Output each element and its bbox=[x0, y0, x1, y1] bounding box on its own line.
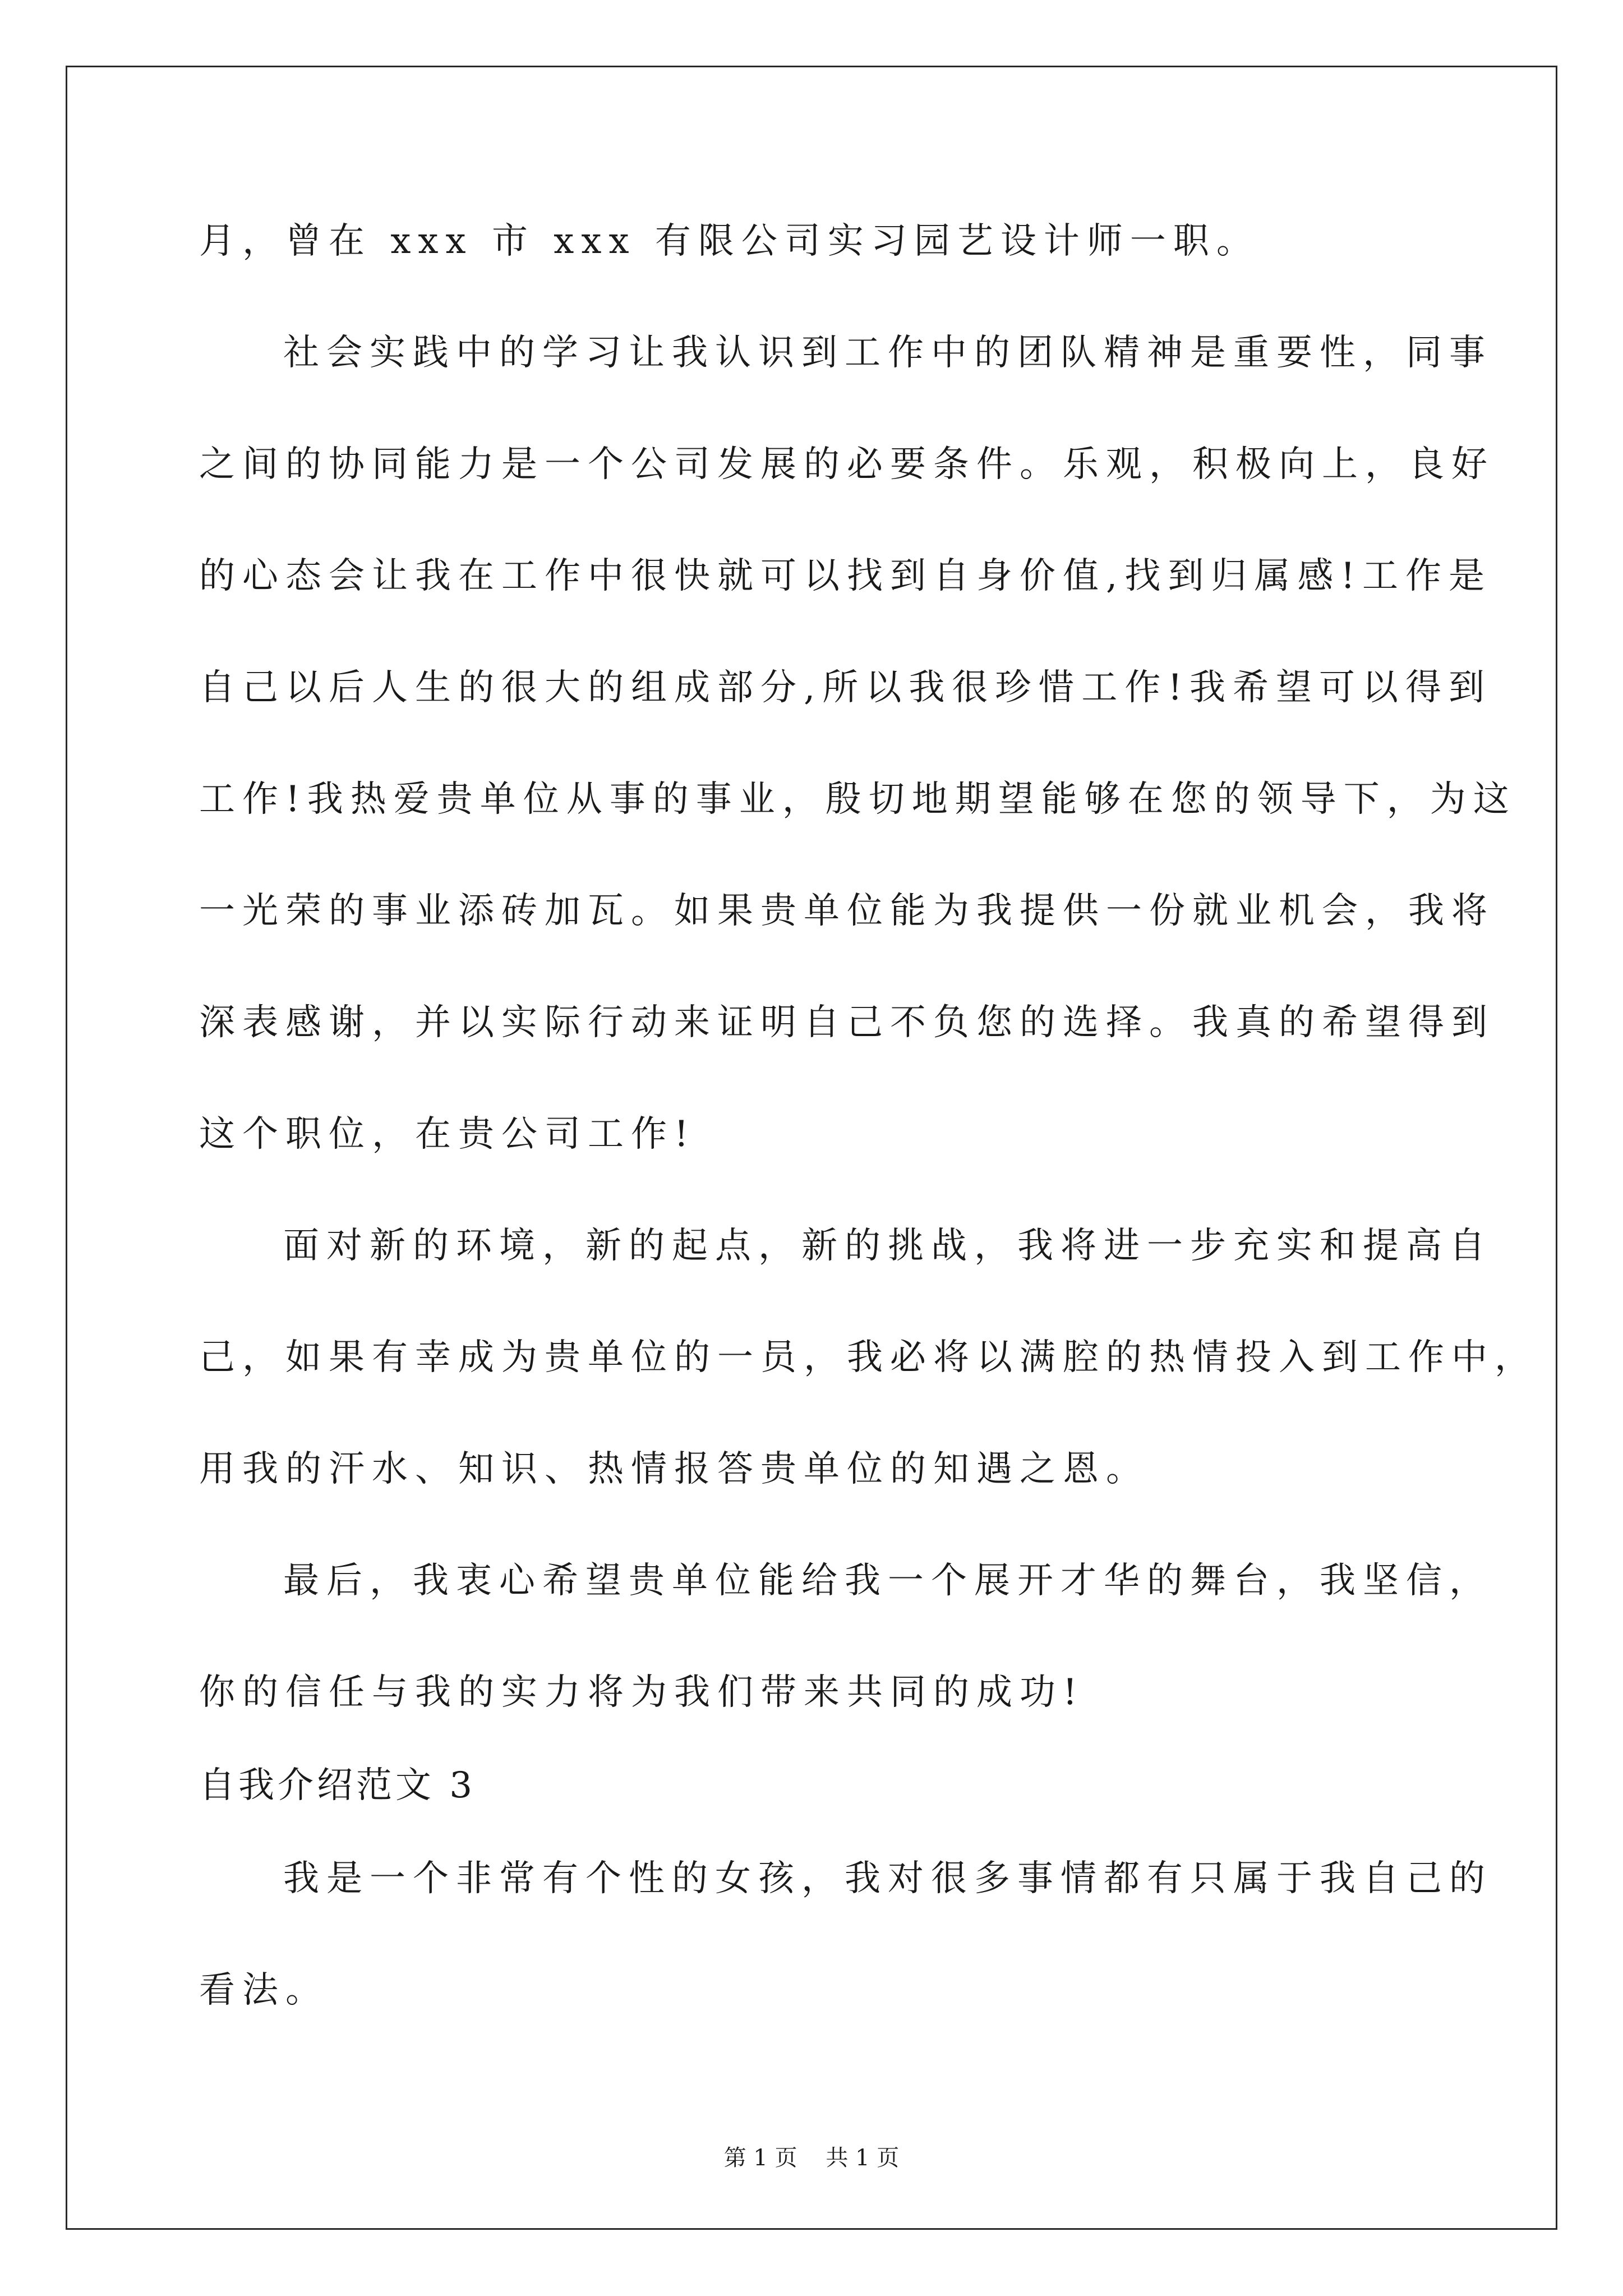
paragraph-line: 己，如果有幸成为贵单位的一员，我必将以满腔的热情投入到工作中， bbox=[199, 1337, 1538, 1378]
paragraph-line: 面对新的环境，新的起点，新的挑战，我将进一步充实和提高自 bbox=[283, 1225, 1492, 1267]
paragraph-line: 深表感谢，并以实际行动来证明自己不负您的选择。我真的希望得到 bbox=[199, 1002, 1495, 1043]
document-body bbox=[199, 213, 1538, 2018]
paragraph-line: 看法。 bbox=[199, 1970, 329, 2011]
paragraph-line: 的心态会让我在工作中很快就可以找到自身价值,找到归属感!工作是 bbox=[199, 555, 1492, 597]
paragraph-line: 我是一个非常有个性的女孩，我对很多事情都有只属于我自己的 bbox=[283, 1858, 1492, 1899]
paragraph-line: 社会实践中的学习让我认识到工作中的团队精神是重要性，同事 bbox=[283, 332, 1492, 374]
page-footer: 第 1 页 共 1 页 bbox=[723, 2145, 900, 2171]
paragraph-line: 工作!我热爱贵单位从事的事业，殷切地期望能够在您的领导下，为这 bbox=[199, 779, 1516, 820]
paragraph-line: 最后，我衷心希望贵单位能给我一个展开才华的舞台，我坚信， bbox=[283, 1560, 1492, 1602]
paragraph-line: 月，曾在 xxx 市 xxx 有限公司实习园艺设计师一职。 bbox=[199, 220, 1260, 262]
section-heading: 自我介绍范文 3 bbox=[199, 1765, 476, 1806]
paragraph-line: 一光荣的事业添砖加瓦。如果贵单位能为我提供一份就业机会，我将 bbox=[199, 890, 1495, 932]
paragraph-line: 这个职位，在贵公司工作! bbox=[199, 1114, 696, 1155]
paragraph-line: 之间的协同能力是一个公司发展的必要条件。乐观，积极向上，良好 bbox=[199, 444, 1495, 485]
paragraph-line: 自己以后人生的很大的组成部分,所以我很珍惜工作!我希望可以得到 bbox=[199, 667, 1492, 708]
paragraph-line: 用我的汗水、知识、热情报答贵单位的知遇之恩。 bbox=[199, 1448, 1149, 1490]
paragraph-line: 你的信任与我的实力将为我们带来共同的成功! bbox=[199, 1672, 1085, 1713]
